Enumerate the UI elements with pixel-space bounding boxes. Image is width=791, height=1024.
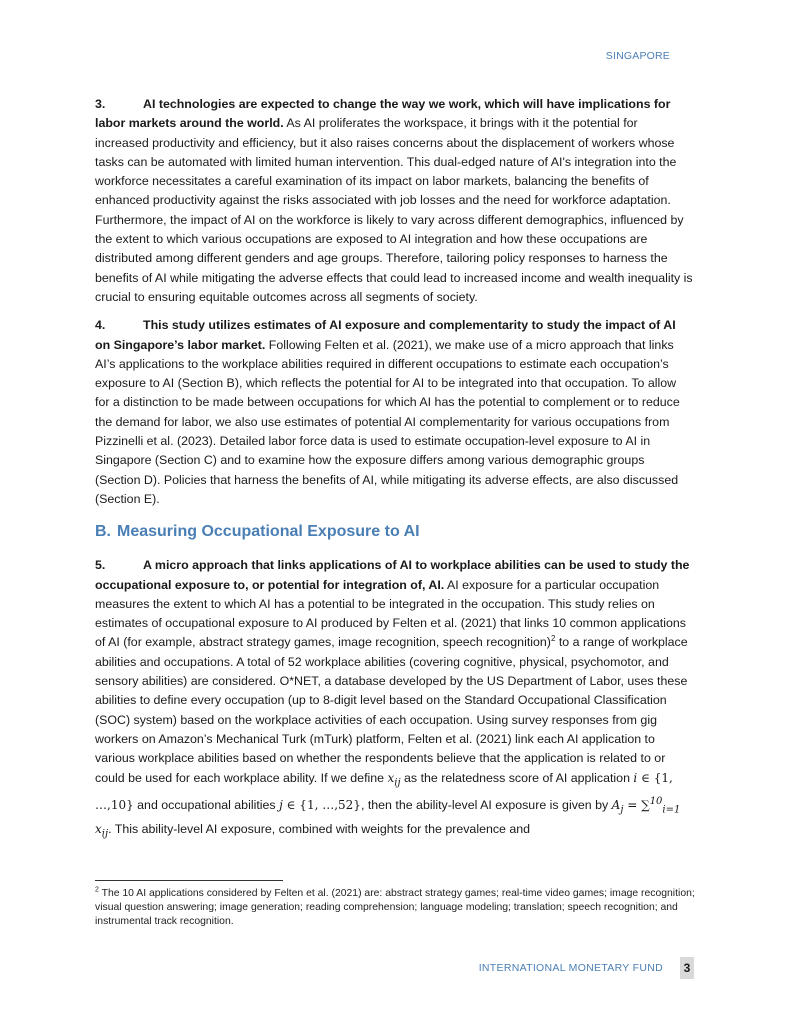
paragraph-body: As AI proliferates the workspace, it brings with it the potential for increased productivity and efficiency, but it also raises concerns about the displacement of workers whose tasks can be automated with limited human intervention. This dual-edged nature of AI's integration into the workforce necessitates a careful examination of its impact on labor markets, balancing the benefits of enhanced productivity against the risks associated with job losses and the need for workforce adaptation. Furthermore, the impact of AI on the workforce is likely to vary across different demographics, influenced by the extent to which various occupations are exposed to AI integration and how these occupations are distributed among different genders and age groups. Therefore, tailoring policy responses to harness the benefits of AI while mitigating the adverse effects that could lead to increased income and wealth inequality is crucial to ensuring equitable outcomes across all segments of society.: [95, 116, 693, 304]
footnote-reference[interactable]: 2: [550, 634, 556, 644]
paragraph-lead: A micro approach that links applications of AI to workplace abilities can be used to study the occupational exposure to, or potential for integration of, AI.: [95, 558, 690, 592]
math-i: i: [633, 770, 638, 785]
paragraph-body-d: and occupational abilities: [133, 798, 280, 813]
math-i-set: ∈ {1, …,10}: [95, 770, 673, 813]
footer-organization: INTERNATIONAL MONETARY FUND: [478, 962, 663, 974]
paragraph-body-a: AI exposure for a particular occupation measures the extent to which AI has a potential to be integrated in the occupation. This study relies on estimates of occupational exposure to AI produced by Felten et al. (2021) that links 10 common applications of AI (for example, abstract strategy games, image recognition, speech recognition): [95, 577, 686, 650]
math-ability-exposure-formula: $A_j = \sum^{10}_{i=1}$ $x_{ij}$: [95, 796, 681, 840]
paragraph-body-f: . This ability-level AI exposure, combined with weights for the prevalence and: [108, 821, 531, 836]
footnote-divider: [95, 880, 283, 881]
section-heading: [95, 522, 693, 542]
paragraph-body-c: as the relatedness score of AI application: [400, 770, 634, 785]
footnote: [95, 887, 700, 929]
footnote-marker: 2: [95, 886, 99, 894]
paragraph-body-e: , then the ability-level AI exposure is given by: [360, 798, 612, 813]
paragraph-number: 3.: [95, 97, 106, 111]
paragraph-3: [95, 95, 693, 307]
paragraph-lead: This study utilizes estimates of AI exposure and complementarity to study the impact of AI on Singapore’s labor market.: [95, 318, 676, 352]
math-j: j: [279, 798, 283, 813]
math-j-set: ∈ {1, …,52}: [282, 798, 361, 813]
body-content: [95, 95, 693, 853]
paragraph-body-b: to a range of workplace abilities and occupations. A total of 52 workplace abilities (covering cognitive, physical, psychomotor, and sensory abilities) are considered. O*NET, a database developed by the US Department of Labor, uses these abilities to define every occupation (up to 8-digit level based on the Standard Occupational Classification (SOC) system) based on the workplace activities of each occupation. Using survey responses from gig workers on Amazon’s Mechanical Turk (mTurk) platform, Felten et al. (2021) link each AI application to various workplace abilities based on whether the respondents believe that the application is related to or could be used for each workplace ability. If we define: [95, 635, 688, 785]
paragraph-5: [95, 556, 693, 843]
footnote-text: The 10 AI applications considered by Felten et al. (2021) are: abstract strategy games; real-time video games; image recognition; visual question answering; image generation; reading comprehension; language modeling; translation; speech recognition; and instrumental track recognition.: [95, 888, 695, 927]
paragraph-number: 4.: [95, 318, 106, 333]
section-letter: B.: [95, 523, 111, 541]
paragraph-number: 5.: [95, 558, 106, 573]
math-x-ij: $x_{ij}$: [387, 770, 401, 788]
running-header: SINGAPORE: [605, 50, 670, 62]
paragraph-body: Following Felten et al. (2021), we make use of a micro approach that links AI’s applications to the workplace abilities required in different occupations to estimate each occupation’s exposure to AI (Section B), which reflects the potential for AI to be integrated into that occupation. To allow for a distinction to be made between occupations for which AI has the potential to complement or to reduce the demand for labor, we also use estimates of potential AI complementarity for various occupations from Pizzinelli et al. (2023). Detailed labor force data is used to estimate occupation-level exposure to AI in Singapore (Section C) and to examine how the exposure differs among various demographic groups (Section D). Policies that harness the benefits of AI, while mitigating its adverse effects, are also discussed (Section E).: [95, 337, 680, 506]
paragraph-lead: AI technologies are expected to change the way we work, which will have implications for labor markets around the world.: [95, 97, 671, 131]
paragraph-4: [95, 316, 693, 509]
section-title: Measuring Occupational Exposure to AI: [117, 523, 420, 541]
page-number: 3: [680, 957, 694, 979]
